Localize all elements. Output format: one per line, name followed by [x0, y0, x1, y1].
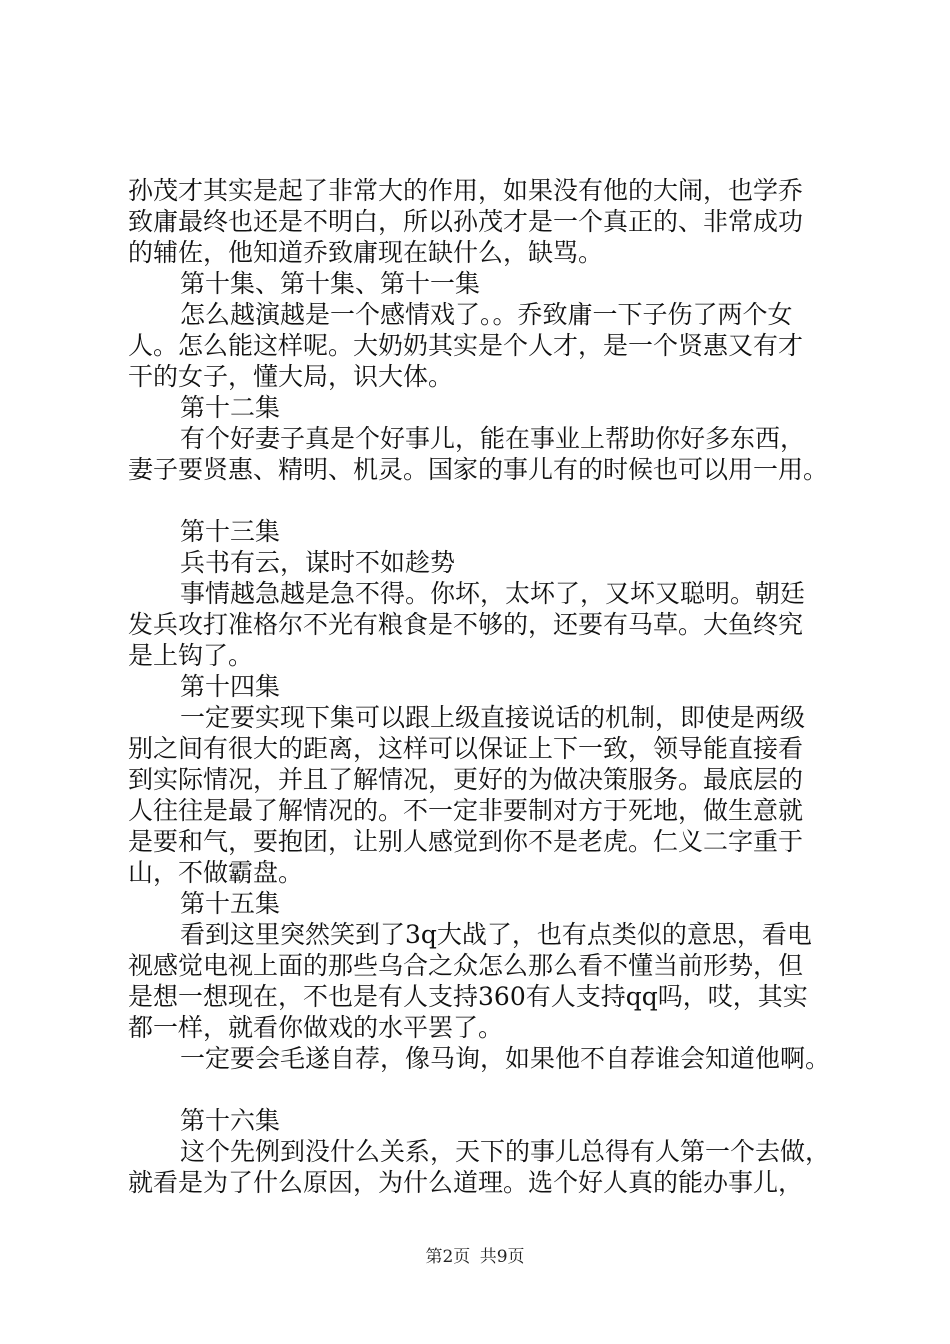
text-line: 山，不做霸盘。: [128, 858, 304, 887]
document-body: [128, 175, 848, 1198]
text-line: 是要和气，要抱团，让别人感觉到你不是老虎。仁义二字重于: [128, 827, 804, 856]
page-total: 共9页: [479, 1247, 525, 1267]
text-line: [128, 1074, 848, 1105]
text-line: 孙茂才其实是起了非常大的作用，如果没有他的大闹，也学乔: [128, 176, 804, 205]
text-line: 的辅佐，他知道乔致庸现在缺什么，缺骂。: [128, 238, 604, 267]
text-line: 第十六集: [180, 1106, 281, 1135]
text-line: 第十五集: [180, 889, 281, 918]
text-line: 兵书有云，谋时不如趁势: [180, 548, 456, 577]
text-line: 干的女子，懂大局，识大体。: [128, 362, 454, 391]
text-line: 发兵攻打准格尔不光有粮食是不够的，还要有马草。大鱼终究: [128, 610, 804, 639]
text-line: 有个好妻子真是个好事儿，能在事业上帮助你好多东西，: [180, 424, 806, 453]
text-line: 这个先例到没什么关系，天下的事儿总得有人第一个去做，: [180, 1137, 831, 1166]
text-line: 看到这里突然笑到了3q大战了，也有点类似的意思，看电: [180, 920, 812, 949]
text-line: 人。怎么能这样呢。大奶奶其实是个人才，是一个贤惠又有才: [128, 331, 804, 360]
text-line: 第十四集: [180, 672, 281, 701]
text-line: 就看是为了什么原因，为什么道理。选个好人真的能办事儿，: [128, 1168, 804, 1197]
text-line: 怎么越演越是一个感情戏了。。乔致庸一下子伤了两个女: [180, 300, 793, 329]
text-line: 人往往是最了解情况的。不一定非要制对方于死地，做生意就: [128, 796, 804, 825]
text-line: 致庸最终也还是不明白，所以孙茂才是一个真正的、非常成功: [128, 207, 804, 236]
text-line: 妻子要贤惠、精明、机灵。国家的事儿有的时候也可以用一用。: [128, 455, 829, 484]
page-number: 第2页: [425, 1247, 471, 1267]
text-line: 都一样，就看你做戏的水平罢了。: [128, 1013, 504, 1042]
text-line: 视感觉电视上面的那些乌合之众怎么那么看不懂当前形势，但: [128, 951, 804, 980]
text-line: 第十三集: [180, 517, 281, 546]
text-line: 别之间有很大的距离，这样可以保证上下一致，领导能直接看: [128, 734, 804, 763]
text-line: 一定要实现下集可以跟上级直接说话的机制，即使是两级: [180, 703, 806, 732]
text-line: 事情越急越是急不得。你坏，太坏了，又坏又聪明。朝廷: [180, 579, 806, 608]
text-line: 一定要会毛遂自荐，像马询，如果他不自荐谁会知道他啊。: [180, 1044, 831, 1073]
text-line: 是想一想现在，不也是有人支持360有人支持qq吗，哎，其实: [128, 982, 808, 1011]
page-footer: [0, 1242, 950, 1267]
text-line: [128, 485, 848, 516]
text-line: 第十二集: [180, 393, 281, 422]
text-line: 到实际情况，并且了解情况，更好的为做决策服务。最底层的: [128, 765, 804, 794]
text-line: 是上钩了。: [128, 641, 254, 670]
text-line: 第十集、第十集、第十一集: [180, 269, 481, 298]
